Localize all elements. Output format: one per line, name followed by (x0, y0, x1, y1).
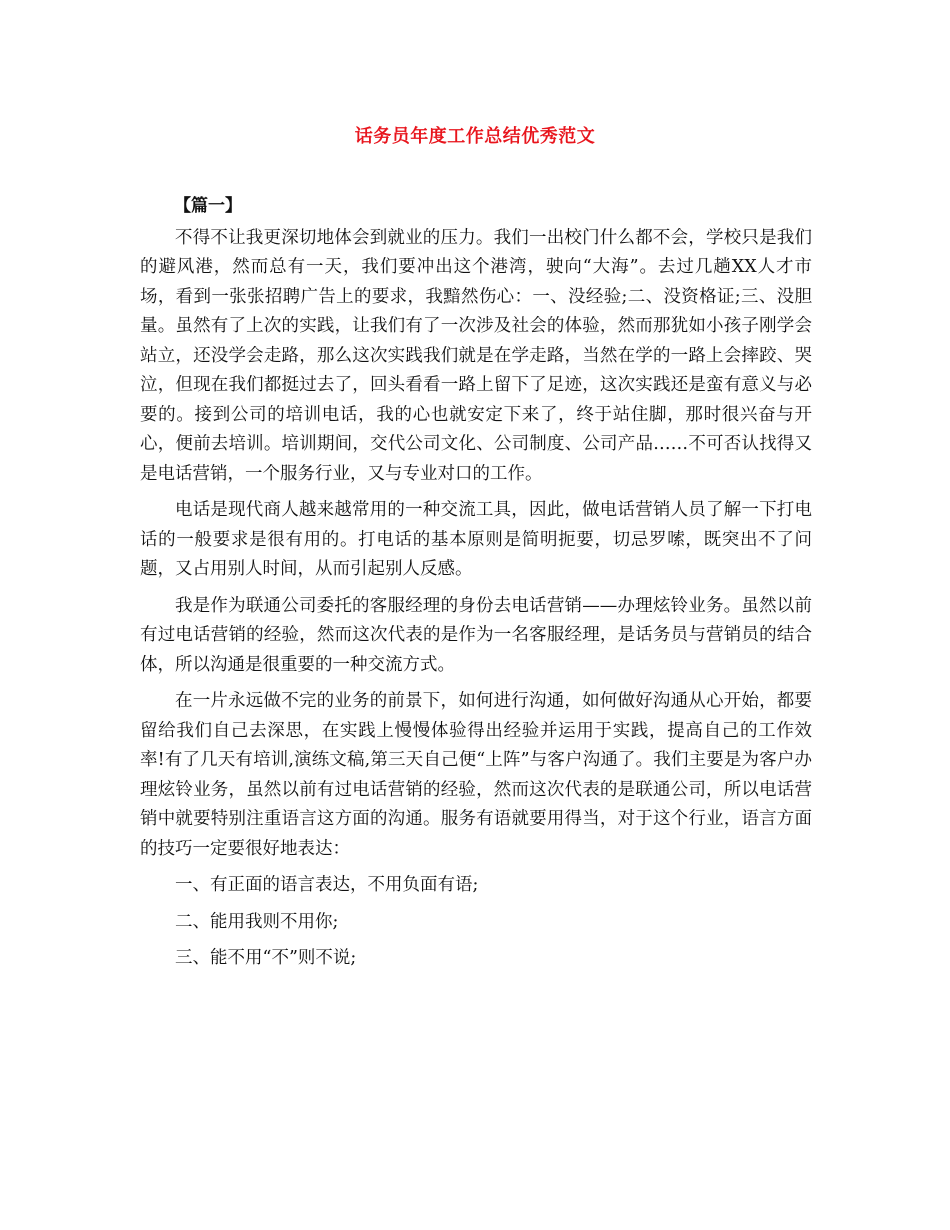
list-item: 一、有正面的语言表达，不用负面有语; (175, 875, 479, 895)
list-item: 三、能不用“不”则不说; (175, 948, 357, 968)
paragraph: 电话是现代商人越来越常用的一种交流工具，因此，做电话营销人员了解一下打电话的一般要求是很有用的。打电话的基本原则是简明扼要，切忌罗嗦，既突出不了问题，又占用别人时间，从而引起别人反感。 (140, 500, 812, 579)
paragraph: 不得不让我更深切地体会到就业的压力。我们一出校门什么都不会，学校只是我们的避风港，然而总有一天，我们要冲出这个港湾，驶向“大海”。去过几趟XX人才市场，看到一张张招聘广告上的要求，我黯然伤心：一、没经验;二、没资格证;三、没胆量。虽然有了上次的实践，让我们有了一次涉及社会的体验，然而那犹如小孩子刚学会站立，还没学会走路，那么这次实践我们就是在学走路，当然在学的一路上会摔跤、哭泣，但现在我们都挺过去了，回头看看一路上留下了足迹，这次实践还是蛮有意义与必要的。接到公司的培训电话，我的心也就安定下来了，终于站住脚，那时很兴奋与开心，便前去培训。培训期间，交代公司文化、公司制度、公司产品……不可否认找得又是电话营销，一个服务行业，又与专业对口的工作。 (140, 227, 812, 484)
paragraph: 在一片永远做不完的业务的前景下，如何进行沟通，如何做好沟通从心开始，都要留给我们自己去深思，在实践上慢慢体验得出经验并运用于实践，提高自己的工作效率!有了几天有培训,演练文稿,第三天自己便“上阵”与客户沟通了。我们主要是为客户办理炫铃业务，虽然以前有过电话营销的经验，然而这次代表的是联通公司，所以电话营销中就要特别注重语言这方面的沟通。服务有语就要用得当，对于这个行业，语言方面的技巧一定要很好地表达： (140, 691, 812, 859)
document-title: 话务员年度工作总结优秀范文 (354, 126, 596, 147)
paragraph: 我是作为联通公司委托的客服经理的身份去电话营销——办理炫铃业务。虽然以前有过电话营销的经验，然而这次代表的是作为一名客服经理，是话务员与营销员的结合体，所以沟通是很重要的一种交流方式。 (140, 595, 812, 675)
list-item: 二、能用我则不用你; (175, 911, 339, 932)
section-heading: 【篇一】 (174, 196, 242, 216)
document-body (140, 192, 812, 981)
